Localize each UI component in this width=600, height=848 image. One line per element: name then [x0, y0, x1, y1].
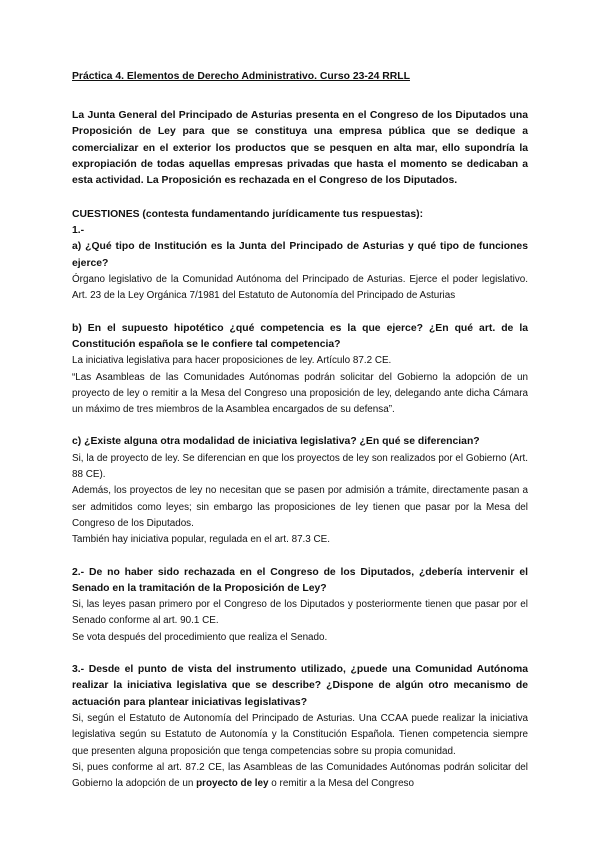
questions-heading: CUESTIONES (contesta fundamentando jurídicamente tus respuestas): [72, 209, 424, 221]
case-statement: La Junta General del Principado de Asturias presenta en el Congreso de los Diputados una Proposición de Ley para que se constituya una empresa pública que se dedique a comercializar en el exterior los productos que se pesquen en alta mar, ello supondría la expropiación de todas aquellas empresas privadas que hasta el momento se dedicaban a esta actividad. La Proposición es rechazada en el Congreso de los Diputados. [72, 110, 528, 187]
answer-3-text-after: o remitir a la Mesa del Congreso [268, 778, 414, 790]
answer-1b-line1: La iniciativa legislativa para hacer proposiciones de ley. Artículo 87.2 CE. [72, 355, 392, 367]
question-2: 2.- De no haber sido rechazada en el Congreso de los Diputados, ¿debería intervenir el Senado en la tramitación de la Proposición de Ley? [72, 566, 528, 594]
question-1c: c) ¿Existe alguna otra modalidad de iniciativa legislativa? ¿En qué se diferencian? [72, 436, 480, 448]
answer-2-para2: Se vota después del procedimiento que realiza el Senado. [72, 631, 328, 643]
answer-1b-quote: “Las Asambleas de las Comunidades Autónomas podrán solicitar del Gobierno la adopción de un proyecto de ley o remitir a la Mesa del Congreso una proposición de ley, delegando ante dicha Cámara un máximo de tres miembros de la Asamblea encargados de su defensa”. [72, 371, 528, 416]
answer-3-text-before: Si, pues conforme al art. 87.2 CE, las Asambleas de las Comunidades Autónomas podrán solicitar del Gobierno la adopción de un [72, 761, 528, 790]
answer-1c-para1: Si, la de proyecto de ley. Se diferencian en que los proyectos de ley son realizados por el Gobierno (Art. 88 CE). [72, 452, 528, 481]
document-page [72, 70, 528, 792]
answer-2-para1: Si, las leyes pasan primero por el Congreso de los Diputados y posteriormente tienen que pasar por el Senado conforme al art. 90.1 CE. [72, 599, 528, 627]
question-1b: b) En el supuesto hipotético ¿qué competencia es la que ejerce? ¿En qué art. de la Constitución española se le confiere tal competencia? [72, 322, 528, 350]
question-3: 3.- Desde el punto de vista del instrumento utilizado, ¿puede una Comunidad Autónoma realizar la iniciativa legislativa que se describe? ¿Dispone de algún otro mecanismo de actuación para plantear iniciativas legislativas? [72, 664, 528, 708]
answer-3-para1: Si, según el Estatuto de Autonomía del Principado de Asturias. Una CCAA puede realizar la iniciativa legislativa según su Estatuto de Autonomía y la Constitución Española. Tienen competencia siempre que presenten alguna proposición que tenga competencias sobre su propia comunidad. [72, 712, 528, 757]
answer-3-para2 [72, 760, 528, 793]
document-title: Práctica 4. Elementos de Derecho Administrativo. Curso 23-24 RRLL [72, 71, 410, 82]
answer-1a: Órgano legislativo de la Comunidad Autónoma del Principado de Asturias. Ejerce el poder legislativo. Art. 23 de la Ley Orgánica 7/1981 del Estatuto de Autonomía del Principado de Asturias [72, 274, 528, 302]
question-1a: a) ¿Qué tipo de Institución es la Junta del Principado de Asturias y qué tipo de funciones ejerce? [72, 241, 528, 269]
answer-1c-para3: También hay iniciativa popular, regulada en el art. 87.3 CE. [72, 534, 331, 546]
answer-1c-para2: Además, los proyectos de ley no necesitan que se pasen por admisión a trámite, directamente pasan a ser admitidos como leyes; sin embargo las proposiciones de ley tienen que pasar por la Mesa del Congreso de los Diputados. [72, 485, 528, 529]
answer-3-bold-term: proyecto de ley [196, 778, 269, 790]
question-1-number: 1.- [72, 225, 85, 237]
